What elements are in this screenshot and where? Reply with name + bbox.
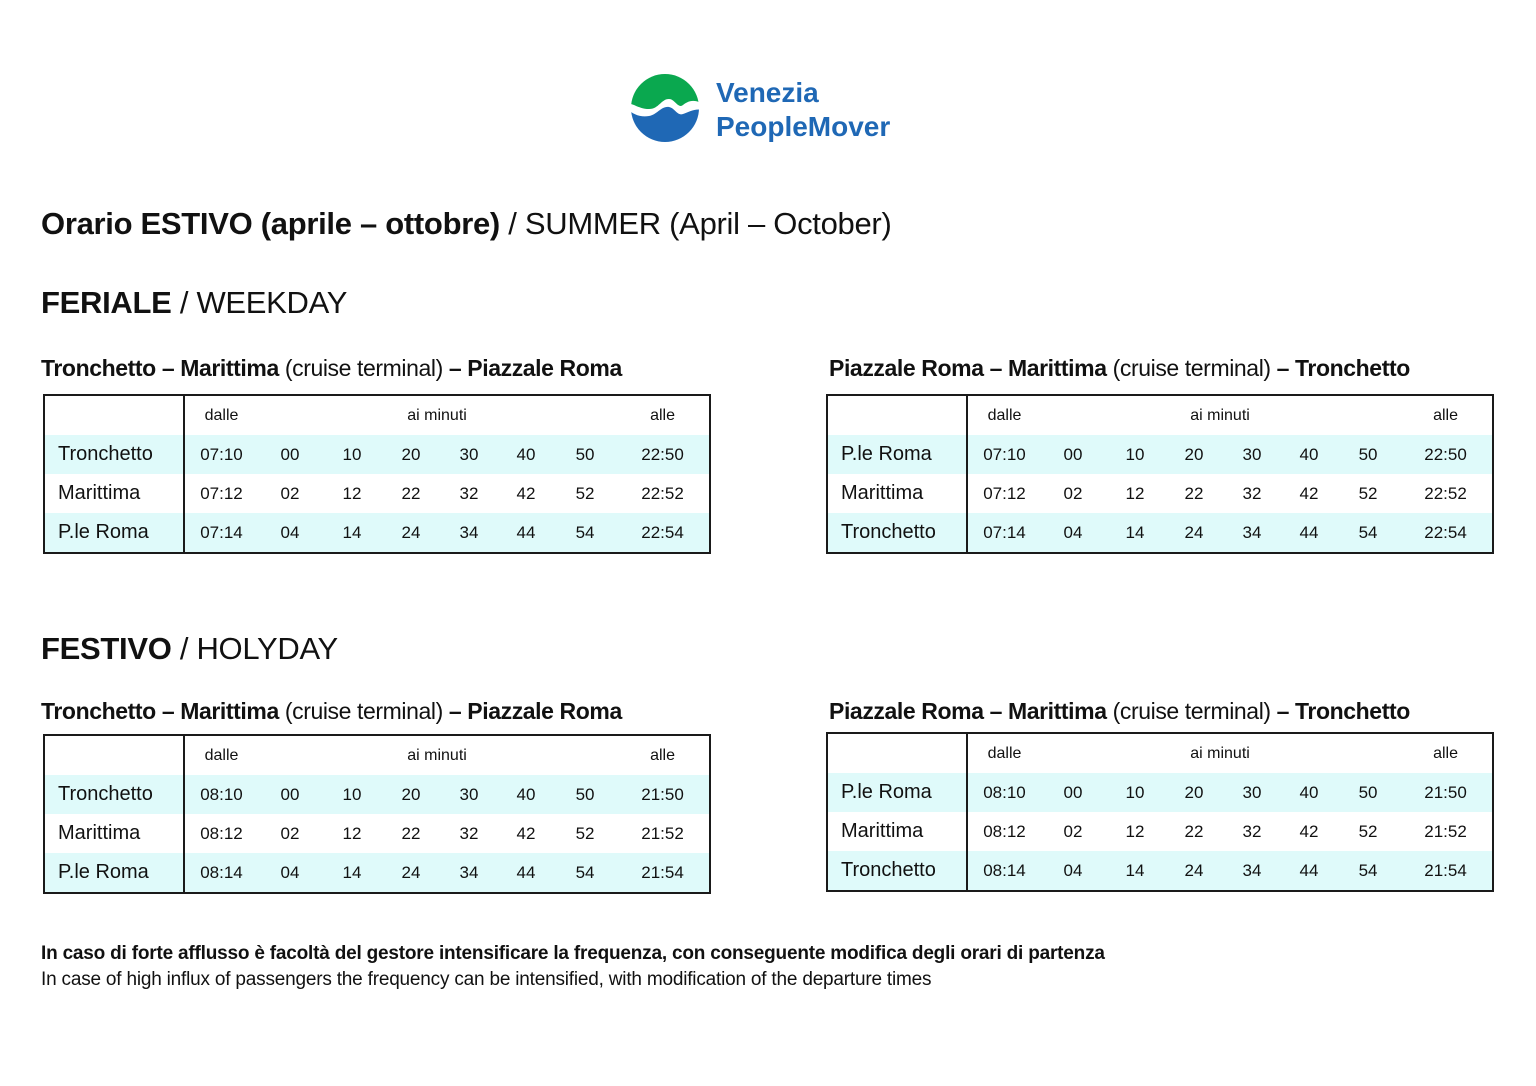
table-row: [44, 513, 710, 553]
departure-minute: 54: [554, 853, 616, 893]
departure-minute: 20: [382, 775, 440, 814]
departure-minute: 02: [1063, 483, 1083, 503]
departure-minute: 10: [1105, 773, 1165, 812]
departure-minute: 04: [1041, 851, 1105, 891]
last-departure: 22:52: [641, 483, 684, 503]
first-departure: 08:14: [967, 851, 1041, 891]
route-to: – Tronchetto: [1276, 355, 1410, 381]
departure-minute: 24: [1165, 851, 1223, 891]
header-ai-minuti: ai minuti: [407, 406, 467, 424]
holiday-right-timetable: [826, 732, 1494, 892]
header-empty-cell: [827, 733, 967, 773]
weekday-heading: [41, 285, 347, 321]
header-dalle: dalle: [987, 406, 1022, 424]
stop-name: Marittima: [827, 812, 967, 851]
header-empty-cell: [827, 395, 967, 435]
departure-minute: 44: [1281, 851, 1337, 891]
departure-minute: 00: [258, 775, 322, 814]
table-row: [827, 773, 1493, 812]
departure-minute: 30: [1223, 773, 1281, 812]
departure-minute: 34: [1223, 851, 1281, 891]
departure-minute: 04: [258, 853, 322, 893]
route-from: Tronchetto – Marittima: [41, 698, 279, 724]
departure-minute: 22: [1184, 483, 1204, 503]
header-dalle: dalle: [204, 746, 239, 764]
departure-minute: 12: [342, 483, 362, 503]
first-departure: 08:10: [967, 773, 1041, 812]
first-departure: 07:14: [967, 513, 1041, 553]
holiday-heading-italian: FESTIVO: [41, 631, 172, 666]
table-row: [44, 474, 710, 513]
note-italian: In caso di forte afflusso è facoltà del gestore intensificare la frequenza, con conseguente modifica degli orari di partenza: [41, 943, 1105, 964]
departure-minute: 30: [440, 435, 498, 474]
route-via: (cruise terminal): [278, 698, 449, 724]
header-alle: alle: [1433, 744, 1458, 762]
first-departure: 07:14: [184, 513, 258, 553]
last-departure: 21:54: [616, 853, 710, 893]
table-row: [827, 812, 1493, 851]
logo-line-1: Venezia: [716, 77, 819, 108]
departure-minute: 20: [382, 435, 440, 474]
header-dalle: dalle: [204, 406, 239, 424]
first-departure: 08:14: [184, 853, 258, 893]
first-departure: 07:12: [200, 483, 243, 503]
first-departure: 08:10: [184, 775, 258, 814]
table-header-row: [44, 735, 710, 775]
departure-minute: 12: [342, 823, 362, 843]
weekday-right-route-title: [829, 355, 1410, 382]
departure-minute: 24: [382, 513, 440, 553]
departure-minute: 34: [440, 513, 498, 553]
departure-minute: 54: [1337, 513, 1399, 553]
route-from: Piazzale Roma – Marittima: [829, 355, 1107, 381]
header-empty-cell: [44, 395, 184, 435]
stop-name: P.le Roma: [44, 513, 184, 553]
stop-name: Tronchetto: [44, 435, 184, 474]
last-departure: 22:52: [1424, 483, 1467, 503]
route-from: Piazzale Roma – Marittima: [829, 698, 1107, 724]
departure-minute: 40: [498, 435, 554, 474]
last-departure: 21:50: [616, 775, 710, 814]
first-departure: 08:12: [983, 821, 1026, 841]
route-via: (cruise terminal): [278, 355, 449, 381]
logo: [631, 72, 931, 144]
last-departure: 21:52: [641, 823, 684, 843]
header-ai-minuti: ai minuti: [1190, 744, 1250, 762]
table-row: [44, 814, 710, 853]
weekday-heading-english: / WEEKDAY: [171, 285, 348, 320]
departure-minute: 42: [1299, 821, 1319, 841]
departure-minute: 42: [516, 823, 536, 843]
weekday-right-timetable: [826, 394, 1494, 554]
route-from: Tronchetto – Marittima: [41, 355, 279, 381]
departure-minute: 34: [440, 853, 498, 893]
table-row: [44, 775, 710, 814]
stop-name: Marittima: [44, 474, 184, 513]
table-row: [44, 853, 710, 893]
departure-minute: 12: [1125, 821, 1145, 841]
departure-minute: 04: [1041, 513, 1105, 553]
header-ai-minuti: ai minuti: [407, 746, 467, 764]
stop-name: Tronchetto: [827, 513, 967, 553]
departure-minute: 42: [516, 483, 536, 503]
logo-line-2: PeopleMover: [716, 111, 891, 142]
route-to: – Tronchetto: [1276, 698, 1410, 724]
weekday-heading-italian: FERIALE: [41, 285, 172, 320]
last-departure: 21:52: [1424, 821, 1467, 841]
departure-minute: 32: [459, 823, 479, 843]
table-row: [827, 513, 1493, 553]
departure-minute: 50: [554, 435, 616, 474]
departure-minute: 22: [1184, 821, 1204, 841]
route-to: – Piazzale Roma: [448, 355, 622, 381]
departure-minute: 22: [401, 483, 421, 503]
table-header-row: [44, 395, 710, 435]
departure-minute: 40: [498, 775, 554, 814]
departure-minute: 52: [1358, 821, 1378, 841]
table-row: [44, 435, 710, 474]
departure-minute: 54: [1337, 851, 1399, 891]
header-alle: alle: [650, 746, 675, 764]
stop-name: Tronchetto: [44, 775, 184, 814]
stop-name: Marittima: [827, 474, 967, 513]
first-departure: 08:12: [200, 823, 243, 843]
route-to: – Piazzale Roma: [448, 698, 622, 724]
departure-minute: 50: [1337, 435, 1399, 474]
departure-minute: 02: [280, 823, 300, 843]
departure-minute: 04: [258, 513, 322, 553]
stop-name: Marittima: [44, 814, 184, 853]
table-row: [827, 851, 1493, 891]
departure-minute: 10: [322, 435, 382, 474]
venezia-logo-icon: [631, 72, 703, 144]
departure-minute: 30: [440, 775, 498, 814]
stop-name: P.le Roma: [44, 853, 184, 893]
route-via: (cruise terminal): [1106, 355, 1277, 381]
departure-minute: 34: [1223, 513, 1281, 553]
departure-minute: 24: [382, 853, 440, 893]
holiday-left-route-title: [41, 698, 622, 725]
stop-name: P.le Roma: [827, 773, 967, 812]
title-italian: Orario ESTIVO (aprile – ottobre): [41, 206, 500, 241]
departure-minute: 44: [498, 513, 554, 553]
departure-minute: 00: [258, 435, 322, 474]
last-departure: 22:54: [1399, 513, 1493, 553]
departure-minute: 24: [1165, 513, 1223, 553]
departure-minute: 32: [1242, 483, 1262, 503]
route-via: (cruise terminal): [1106, 698, 1277, 724]
header-alle: alle: [650, 406, 675, 424]
departure-minute: 14: [1105, 851, 1165, 891]
first-departure: 07:10: [967, 435, 1041, 474]
departure-minute: 52: [1358, 483, 1378, 503]
departure-minute: 32: [1242, 821, 1262, 841]
header-dalle: dalle: [987, 744, 1022, 762]
table-header-row: [827, 733, 1493, 773]
first-departure: 07:10: [184, 435, 258, 474]
departure-minute: 42: [1299, 483, 1319, 503]
departure-minute: 02: [1063, 821, 1083, 841]
title-english: / SUMMER (April – October): [499, 206, 892, 241]
departure-minute: 40: [1281, 435, 1337, 474]
table-row: [827, 474, 1493, 513]
table-header-row: [827, 395, 1493, 435]
header-empty-cell: [44, 735, 184, 775]
departure-minute: 00: [1041, 773, 1105, 812]
departure-minute: 12: [1125, 483, 1145, 503]
stop-name: P.le Roma: [827, 435, 967, 474]
departure-minute: 50: [1337, 773, 1399, 812]
last-departure: 21:50: [1399, 773, 1493, 812]
departure-minute: 32: [459, 483, 479, 503]
holiday-right-route-title: [829, 698, 1410, 725]
holiday-left-timetable: [43, 734, 711, 894]
holiday-heading-english: / HOLYDAY: [171, 631, 338, 666]
departure-minute: 54: [554, 513, 616, 553]
departure-minute: 44: [1281, 513, 1337, 553]
departure-minute: 14: [322, 513, 382, 553]
departure-minute: 14: [322, 853, 382, 893]
holiday-heading: [41, 631, 338, 667]
table-row: [827, 435, 1493, 474]
first-departure: 07:12: [983, 483, 1026, 503]
departure-minute: 20: [1165, 435, 1223, 474]
page-title: [41, 206, 891, 242]
departure-minute: 22: [401, 823, 421, 843]
last-departure: 22:54: [616, 513, 710, 553]
departure-minute: 02: [280, 483, 300, 503]
logo-wordmark: [716, 76, 890, 144]
weekday-left-timetable: [43, 394, 711, 554]
note-english: In case of high influx of passengers the frequency can be intensified, with modification of the departure times: [41, 969, 932, 990]
departure-minute: 44: [498, 853, 554, 893]
departure-minute: 52: [575, 823, 595, 843]
weekday-left-route-title: [41, 355, 622, 382]
departure-minute: 00: [1041, 435, 1105, 474]
last-departure: 22:50: [1399, 435, 1493, 474]
stop-name: Tronchetto: [827, 851, 967, 891]
departure-minute: 10: [1105, 435, 1165, 474]
departure-minute: 50: [554, 775, 616, 814]
departure-minute: 52: [575, 483, 595, 503]
departure-minute: 14: [1105, 513, 1165, 553]
last-departure: 21:54: [1399, 851, 1493, 891]
departure-minute: 10: [322, 775, 382, 814]
departure-minute: 40: [1281, 773, 1337, 812]
departure-minute: 30: [1223, 435, 1281, 474]
departure-minute: 20: [1165, 773, 1223, 812]
header-ai-minuti: ai minuti: [1190, 406, 1250, 424]
header-alle: alle: [1433, 406, 1458, 424]
last-departure: 22:50: [616, 435, 710, 474]
